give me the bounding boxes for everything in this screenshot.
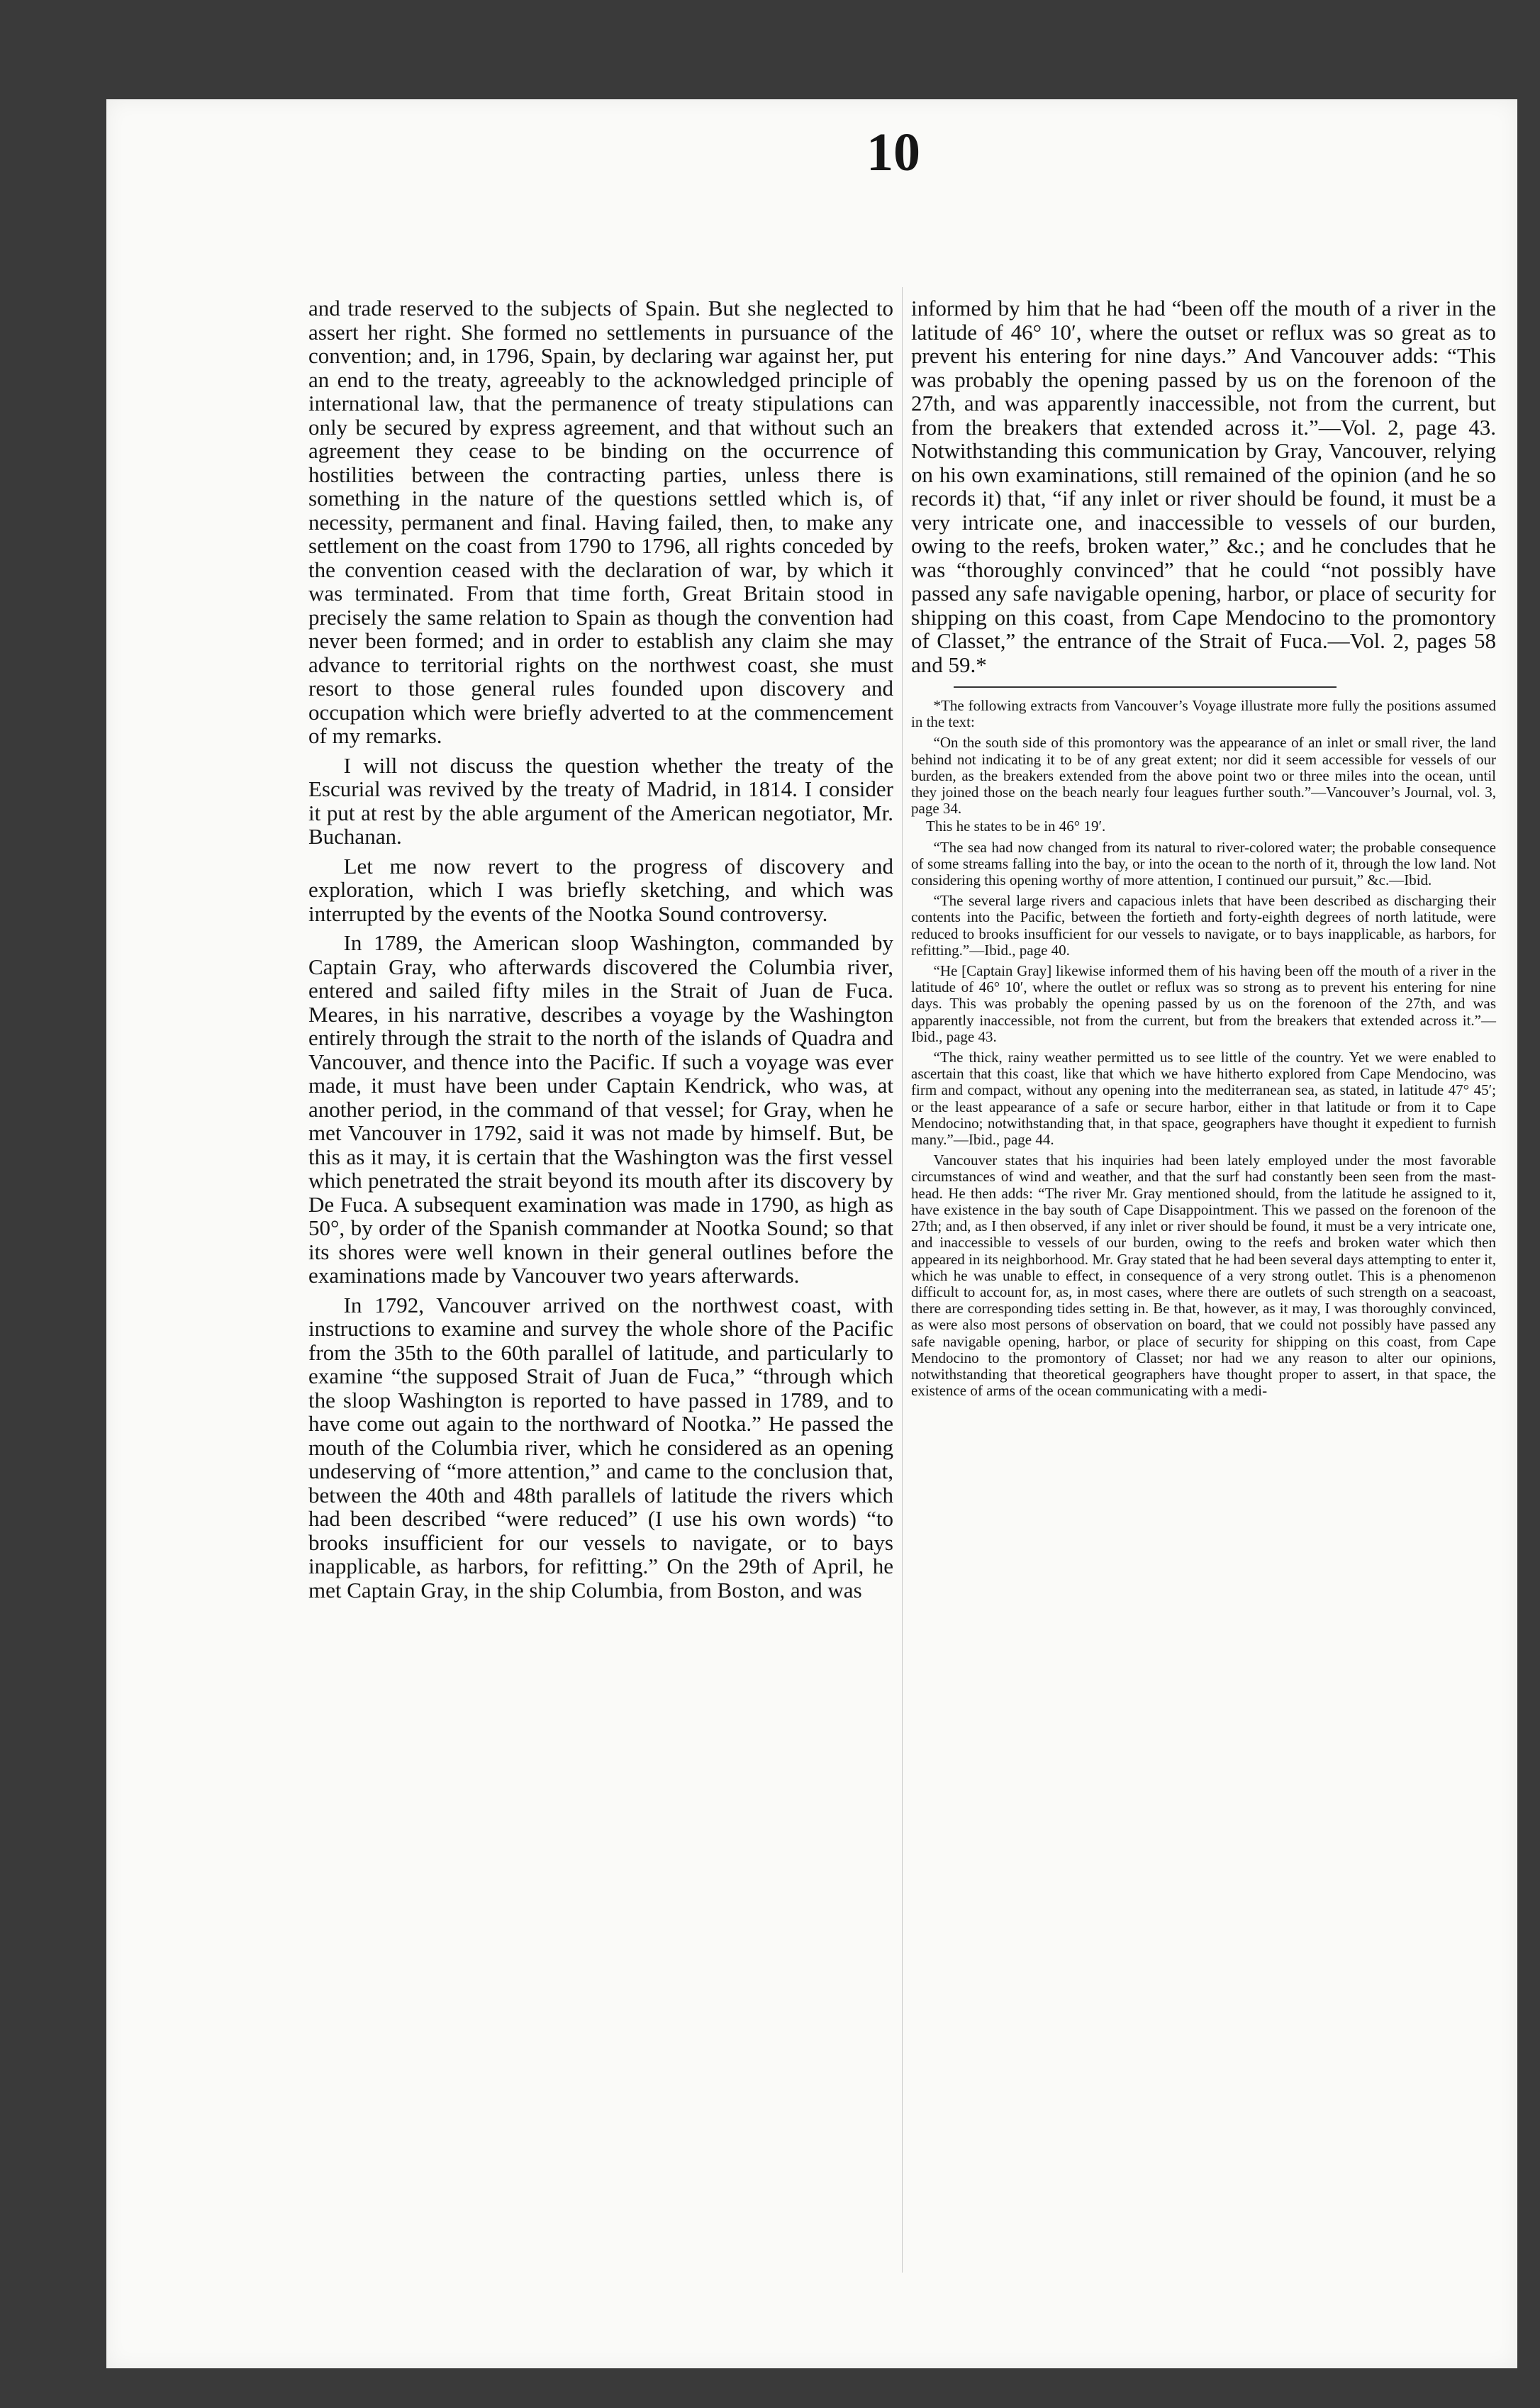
paragraph: and trade reserved to the subjects of Spain. But she neglected to assert her right. She formed no settlements in pursuance of the convention; and, in 1796, Spain, by declaring war against her, put an end to the treaty, agreeably to the acknowledged principle of international law, that the permanence of treaty stipulations can only be secured by express agreement, and that without such an agreement they cease to be binding on the occurrence of hostilities between the contracting parties, unless there is something in the nature of the questions settled which is, of necessity, permanent and final. Having failed, then, to make any settlement on the coast from 1790 to 1796, all rights conceded by the convention ceased with the declaration of war, by which it was terminated. From that time forth, Great Britain stood in precisely the same relation to Spain as though the convention had never been formed; and in order to establish any claim she may advance to territorial rights on the northwest coast, she must resort to those general rules founded upon discovery and occupation which were briefly adverted to at the commencement of my remarks. (308, 296, 893, 748)
footnote: Vancouver states that his inquiries had been lately employed under the most favorable circumstances of wind and weather, and that the surf had constantly been seen from the mast-head. He then adds: “The river Mr. Gray mentioned should, from the latitude he assigned to it, have existence in the bay south of Cape Disappointment. This we passed on the forenoon of the 27th; and, as I then observed, if any inlet or river should be found, it must be a very intricate one, and inaccessible to vessels of our burden, owing to the reefs and broken water which then appeared in its neighborhood. Mr. Gray stated that he had been several days attempting to enter it, which he was unable to effect, in consequence of a very strong outlet. This is a phenomenon difficult to account for, as, in most cases, where there are outlets of such strength on a seacoast, there are corresponding tides setting in. Be that, however, as it may, I was thoroughly convinced, as were also most persons of observation on board, that we could not possibly have passed any safe navigable opening, harbor, or place of security for shipping on this coast, from Cape Mendocino to the promontory of Classet; nor had we any reason to alter our opinions, notwithstanding that theoretical geographers have thought proper to assert, in that space, the existence of arms of the ocean communicating with a medi- (911, 1152, 1496, 1400)
footnote: “The sea had now changed from its natural to river-colored water; the probable consequence of some streams falling into the bay, or into the ocean to the north of it, through the low land. Not considering this opening worthy of more attention, I continued our pursuit,” &c.—Ibid. (911, 838, 1496, 889)
footnote: “On the south side of this promontory was the appearance of an inlet or small river, the land behind not indicating it to be of any great extent; nor did it seem accessible for vessels of our burden, as the breakers extended from the above point two or three miles into the ocean, until they joined those on the beach nearly four leagues further south.”—Vancouver’s Journal, vol. 3, page 34. (911, 734, 1496, 818)
footnote-rule (954, 686, 1337, 688)
right-column (911, 296, 1496, 1403)
paragraph: I will not discuss the question whether the treaty of the Escurial was revived by the treaty of Madrid, in 1814. I consider it put at rest by the able argument of the American negotiator, Mr. Buchanan. (308, 752, 893, 849)
footnote: *The following extracts from Vancouver’s Voyage illustrate more fully the positions assumed in the text: (911, 697, 1496, 731)
page-number: 10 (866, 123, 920, 182)
paragraph: Let me now revert to the progress of discovery and exploration, which I was briefly sketching, and which was interrupted by the events of the Nootka Sound controversy. (308, 853, 893, 926)
paragraph: In 1789, the American sloop Washington, commanded by Captain Gray, who afterwards discovered the Columbia river, entered and sailed fifty miles in the Strait of Juan de Fuca. Meares, in his narrative, describes a voyage by the Washington entirely through the strait to the north of the islands of Quadra and Vancouver, and thence into the Pacific. If such a voyage was ever made, it must have been under Captain Kendrick, who was, at another period, in the command of that vessel; for Gray, when he met Vancouver in 1792, said it was not made by himself. But, be this as it may, it is certain that the Washington was the first vessel which penetrated the strait beyond its mouth after its discovery by De Fuca. A subsequent examination was made in 1790, as high as 50°, by order of the Spanish commander at Nootka Sound; so that its shores were well known in their general outlines before the examinations made by Vancouver two years afterwards. (308, 930, 893, 1288)
footnotes (911, 698, 1496, 1399)
left-column (308, 296, 893, 1607)
footnote: “He [Captain Gray] likewise informed them of his having been off the mouth of a river in the latitude of 46° 10′, where the outlet or reflux was so strong as to prevent his entering for nine days. This was probably the opening passed by us on the forenoon of the 27th, and was apparently inaccessible, not from the current, but from the breakers that extended across it.”—Ibid., page 43. (911, 962, 1496, 1045)
footnote: “The thick, rainy weather permitted us to see little of the country. Yet we were enabled to ascertain that this coast, like that which we have hitherto explored from Cape Mendocino, was firm and compact, without any opening into the mediterranean sea, as stated, in latitude 47° 45′; or the least appearance of a safe or secure harbor, either in that latitude or from it to Cape Mendocino; notwithstanding that, in that space, geographers have thought it expedient to furnish many.”—Ibid., page 44. (911, 1049, 1496, 1149)
column-divider (902, 287, 903, 2273)
footnote: “The several large rivers and capacious inlets that have been described as discharging their contents into the Pacific, between the fortieth and forty-eighth degrees of north latitude, were reduced to brooks insufficient for our vessels to navigate, or to bays inapplicable, as harbors, for refitting.”—Ibid., page 40. (911, 892, 1496, 959)
footnote: This he states to be in 46° 19′. (926, 818, 1106, 835)
paragraph: informed by him that he had “been off the mouth of a river in the latitude of 46° 10′, where the outset or reflux was so great as to prevent his entering for nine days.” And Vancouver adds: “This was probably the opening passed by us on the forenoon of the 27th, and was apparently inaccessible, not from the current, but from the breakers that extended across it.”—Vol. 2, page 43. Notwithstanding this communication by Gray, Vancouver, relying on his own examinations, still remained of the opinion (and he so records it) that, “if any inlet or river should be found, it must be a very intricate one, and inaccessible to vessels of our burden, owing to the reefs, broken water,” &c.; and he concludes that he was “thoroughly convinced” that he could “not possibly have passed any safe navigable opening, harbor, or place of security for shipping on this coast, from Cape Mendocino to the promontory of Classet,” the entrance of the Strait of Fuca.—Vol. 2, pages 58 and 59.* (911, 296, 1496, 677)
paragraph: In 1792, Vancouver arrived on the northwest coast, with instructions to examine and survey the whole shore of the Pacific from the 35th to the 60th parallel of latitude, and particularly to examine “the supposed Strait of Juan de Fuca,” “through which the sloop Washington is reported to have passed in 1789, and to have come out again to the northward of Nootka.” He passed the mouth of the Columbia river, which he considered as an opening undeserving of “more attention,” and came to the conclusion that, between the 40th and 48th parallels of latitude the rivers which had been described “were reduced” (I use his own words) “to brooks insufficient for our vessels to navigate, or to bays inapplicable, as harbors, for refitting.” On the 29th of April, he met Captain Gray, in the ship Columbia, from Boston, and was (308, 1292, 893, 1602)
